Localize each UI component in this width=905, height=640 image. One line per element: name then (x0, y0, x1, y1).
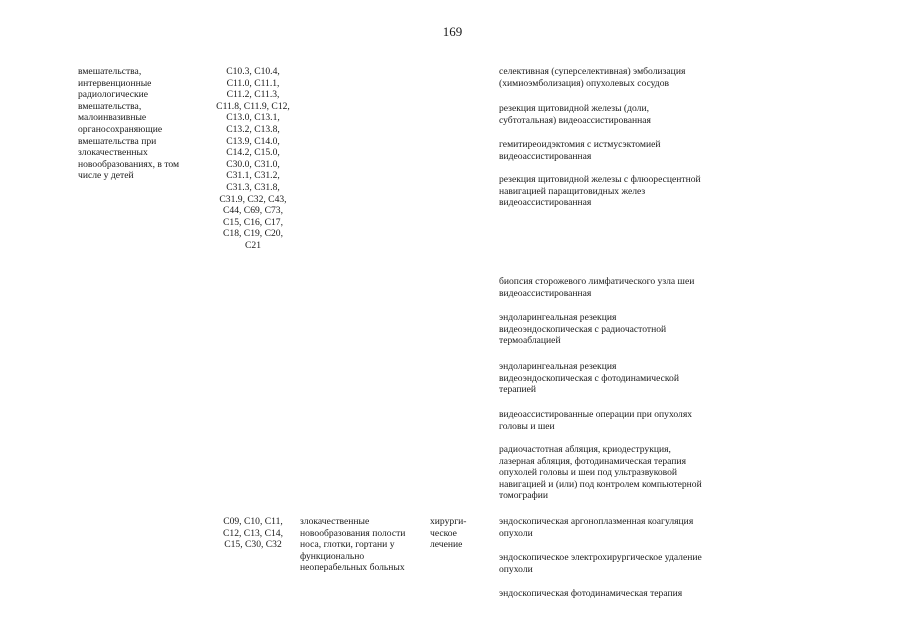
treatment-method (499, 139, 747, 162)
text-line: интервенционные (78, 77, 152, 89)
text-line: ческое (430, 527, 457, 539)
text-line: эндоларингеальная резекция (499, 312, 617, 323)
text-line: опухоли (499, 527, 533, 539)
code-line: C31.9, C32, C43, (219, 193, 287, 205)
icd-codes-cell (204, 66, 302, 252)
text-line: злокачественных (78, 147, 148, 159)
code-line: C18, C19, C20, (223, 228, 283, 240)
text-line: видеоассистированная (499, 150, 592, 162)
code-line: C15, C16, C17, (223, 216, 283, 228)
code-line: C15, C30, C32 (224, 539, 282, 551)
text-line: неоперабельных больных (300, 562, 405, 574)
text-line: вмешательства, (78, 66, 142, 77)
page-number: 169 (442, 24, 463, 39)
treatment-method (499, 409, 747, 432)
text-line: эндоскопическая фотодинамическая терапия (499, 588, 683, 599)
text-line: гемитиреоидэктомия с истмусэктомией (499, 139, 661, 150)
text-line: лечение (430, 539, 463, 551)
diagnosis-cell (300, 516, 425, 574)
code-line: C12, C13, C14, (223, 527, 283, 539)
text-line: хирурги- (430, 516, 467, 527)
code-line: C44, C69, C73, (223, 205, 283, 217)
text-line: терапией (499, 384, 537, 396)
text-line: новообразования полости (300, 527, 406, 539)
treatment-method (499, 588, 747, 600)
treatment-method (499, 174, 747, 209)
code-line: C14.2, C15.0, (226, 147, 280, 159)
text-line: резекция щитовидной железы с флюоресцентной (499, 174, 701, 185)
text-line: опухолей головы и шеи под ультразвуковой (499, 467, 678, 479)
text-line: числе у детей (78, 170, 134, 182)
text-line: видеоэндоскопическая с фотодинамической (499, 372, 679, 384)
text-line: головы и шеи (499, 420, 555, 432)
code-line: C11.8, C11.9, C12, (216, 100, 290, 112)
text-line: функционально (300, 550, 365, 562)
text-line: видеоассистированные операции при опухолях (499, 409, 693, 420)
treatment-method (499, 516, 747, 539)
text-line: видеоассистированная (499, 287, 592, 299)
code-line: C09, C10, C11, (223, 516, 283, 527)
code-line: C13.0, C13.1, (226, 112, 280, 124)
text-line: радиологические (78, 89, 149, 101)
treatment-method (499, 276, 747, 299)
code-line: C13.9, C14.0, (226, 135, 280, 147)
text-line: видеоассистированная (499, 197, 592, 209)
treatment-method (499, 103, 747, 126)
text-line: эндоскопическая аргоноплазменная коагуляция (499, 516, 694, 527)
text-line: томографии (499, 490, 549, 502)
text-line: биопсия сторожевого лимфатического узла шеи (499, 276, 695, 287)
text-line: носа, глотки, гортани у (300, 539, 395, 551)
treatment-method (499, 361, 747, 396)
code-line: C30.0, C31.0, (226, 158, 280, 170)
code-line: C31.1, C31.2, (226, 170, 280, 182)
text-line: вмешательства, (78, 100, 142, 112)
code-line: C31.3, C31.8, (226, 181, 280, 193)
text-line: видеоэндоскопическая с радиочастотной (499, 323, 667, 335)
text-line: новообразованиях, в том (78, 158, 180, 170)
code-line: C13.2, C13.8, (226, 123, 280, 135)
text-line: лазерная абляция, фотодинамическая терапия (499, 455, 686, 467)
treatment-method (499, 444, 747, 502)
text-line: эндоларингеальная резекция (499, 361, 617, 372)
treatment-method (499, 312, 747, 347)
icd-codes-cell (204, 516, 302, 551)
text-line: навигацией и (или) под контролем компьютерной (499, 478, 702, 490)
text-line: субтотальная) видеоассистированная (499, 114, 651, 126)
text-line: термоаблацией (499, 335, 561, 347)
text-line: навигацией паращитовидных желез (499, 185, 646, 197)
text-line: вмешательства при (78, 135, 157, 147)
code-line: C11.2, C11.3, (226, 89, 280, 101)
treatment-type-cell (430, 516, 492, 551)
text-line: селективная (суперселективная) эмболизация (499, 66, 686, 77)
treatment-method (499, 66, 747, 89)
text-line: малоинвазивные (78, 112, 147, 124)
text-line: эндоскопическое электрохирургическое удаление (499, 552, 702, 563)
text-line: органосохраняющие (78, 123, 163, 135)
treatment-method (499, 552, 747, 575)
code-line: C10.3, C10.4, (226, 66, 280, 77)
text-line: опухоли (499, 563, 533, 575)
code-line: C11.0, C11.1, (226, 77, 280, 89)
text-line: радиочастотная абляция, криодеструкция, (499, 444, 671, 455)
text-line: злокачественные (300, 516, 370, 527)
text-line: резекция щитовидной железы (доли, (499, 103, 649, 114)
intervention-group-cell (78, 66, 198, 182)
text-line: (химиоэмболизация) опухолевых сосудов (499, 77, 670, 89)
code-line: C21 (245, 239, 261, 251)
